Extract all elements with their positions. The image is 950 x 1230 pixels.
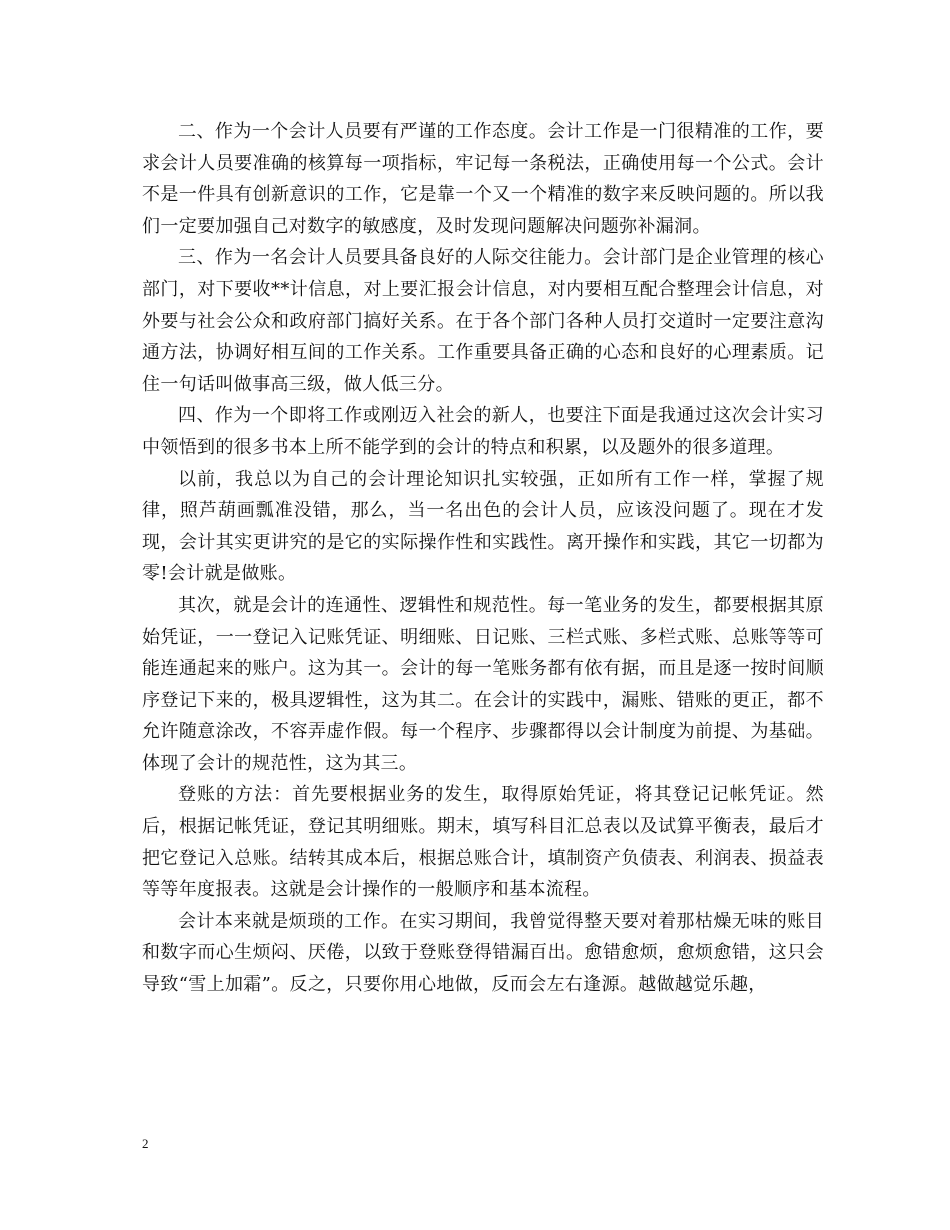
paragraph-practice: 以前，我总以为自己的会计理论知识扎实较强，正如所有工作一样，掌握了规律，照芦葫画瓢准没错，那么，当一名出色的会计人员，应该没问题了。现在才发现，会计其实更讲究的是它的实际操作性和实践性。离开操作和实践，其它一切都为零!会计就是做账。 [142, 468, 824, 585]
paragraph-new-to-society: 四、作为一个即将工作或刚迈入社会的新人，也要注下面是我通过这次会计实习中领悟到的很多书本上所不能学到的会计的特点和积累，以及题外的很多道理。 [142, 405, 824, 458]
paragraph-interpersonal-skills: 三、作为一名会计人员要具备良好的人际交往能力。会计部门是企业管理的核心部门，对下要收**计信息，对上要汇报会计信息，对内要相互配合整理会计信息，对外要与社会公众和政府部门搞好关系。在于各个部门各种人员打交道时一定要注意沟通方法，协调好相互间的工作关系。工作重要具备正确的心态和良好的心理素质。记住一句话叫做事高三级，做人低三分。 [142, 247, 824, 395]
paragraph-tedious-work: 会计本来就是烦琐的工作。在实习期间，我曾觉得整天要对着那枯燥无味的账目和数字而心生烦闷、厌倦，以致于登账登得错漏百出。愈错愈烦，愈烦愈错，这只会导致“雪上加霜”。反之，只要你用心地做，反而会左右逢源。越做越觉乐趣， [142, 910, 824, 996]
paragraph-connectivity-logic-norms: 其次，就是会计的连通性、逻辑性和规范性。每一笔业务的发生，都要根据其原始凭证，一一登记入记账凭证、明细账、日记账、三栏式账、多栏式账、总账等等可能连通起来的账户。这为其一。会计的每一笔账务都有依有据，而且是逐一按时间顺序登记下来的，极具逻辑性，这为其二。在会计的实践中，漏账、错账的更正，都不允许随意涂改，不容弄虚作假。每一个程序、步骤都得以会计制度为前提、为基础。体现了会计的规范性，这为其三。 [142, 594, 824, 774]
paragraph-work-attitude: 二、作为一个会计人员要有严谨的工作态度。会计工作是一门很精准的工作，要求会计人员要准确的核算每一项指标，牢记每一条税法，正确使用每一个公式。会计不是一件具有创新意识的工作，它是靠一个又一个精准的数字来反映问题的。所以我们一定要加强自己对数字的敏感度，及时发现问题解决问题弥补漏洞。 [142, 121, 824, 237]
page-number: 2 [142, 1136, 149, 1151]
paragraph-bookkeeping-method: 登账的方法：首先要根据业务的发生，取得原始凭证，将其登记记帐凭证。然后，根据记帐凭证，登记其明细账。期末，填写科目汇总表以及试算平衡表，最后才把它登记入总账。结转其成本后，根据总账合计，填制资产负债表、利润表、损益表等等年度报表。这就是会计操作的一般顺序和基本流程。 [142, 784, 824, 901]
body-text [142, 116, 824, 1001]
